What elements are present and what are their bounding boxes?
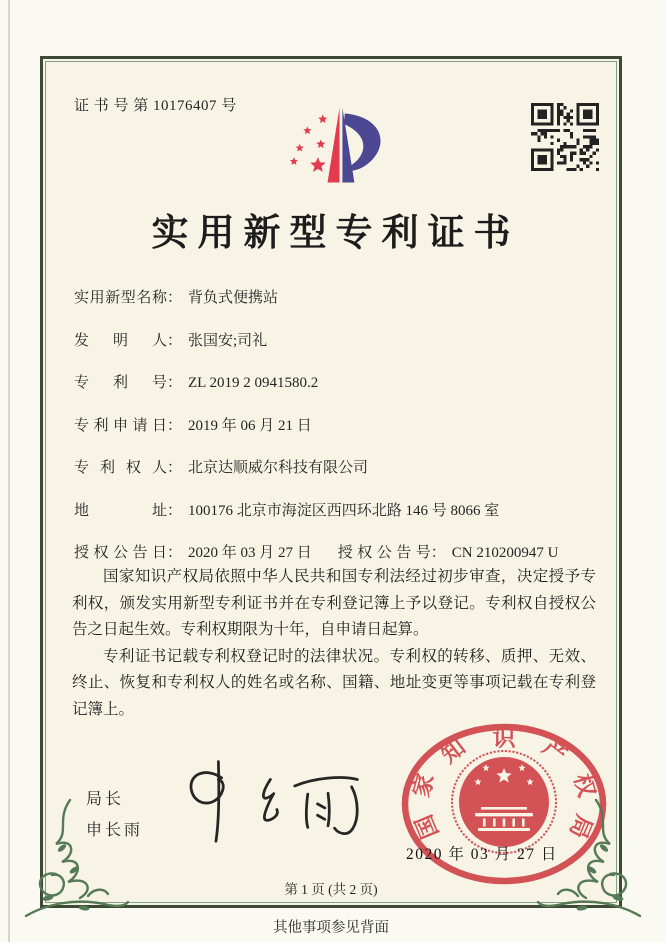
svg-text:家: 家 [408, 771, 439, 800]
page-number: 第 1 页 (共 2 页) [284, 882, 378, 897]
grant-no-group [338, 541, 559, 565]
director-name: 申长雨 [86, 822, 144, 839]
field-label: 授权公告日 [74, 545, 167, 561]
back-side-note: 其他事项参见背面 [273, 920, 389, 936]
field-value: 2019 年 06 月 21 日 [188, 417, 312, 434]
field-colon: ： [167, 332, 183, 349]
field-value: 北京达顺威尔科技有限公司 [188, 460, 369, 476]
field-row-grant [74, 541, 574, 565]
field-value: 张国安;司礼 [188, 332, 268, 349]
cnipa-logo-icon [272, 100, 408, 196]
svg-text:知: 知 [436, 734, 471, 768]
field-row-address [74, 499, 574, 523]
field-colon: ： [167, 290, 183, 306]
director-signature [168, 748, 363, 850]
field-colon: ： [167, 502, 183, 519]
field-label: 实用新型名称 [74, 290, 167, 306]
legal-paragraph-1: 国家知识产权局依照中华人民共和国专利法经过初步审查，决定授予专利权，颁发实用新型专利证书并在专利登记簿上予以登记。专利权自授权公告之日起生效。专利权期限为十年，自申请日起算。 [72, 568, 596, 638]
field-value: ZL 2019 2 0941580.2 [188, 375, 319, 391]
field-colon: ： [167, 417, 183, 434]
svg-text:权: 权 [569, 771, 600, 800]
field-row-inventors [74, 329, 574, 353]
legal-text [72, 564, 596, 723]
field-label: 专利申请日 [74, 417, 167, 434]
certificate-title: 实用新型专利证书 [151, 213, 520, 254]
certificate-fields [74, 286, 574, 584]
field-colon: ： [167, 460, 183, 476]
field-label: 专利号 [74, 375, 167, 391]
svg-text:识: 识 [492, 725, 516, 751]
svg-text:局: 局 [564, 811, 597, 842]
field-label: 专利权人 [74, 460, 167, 476]
field-row-patent-no [74, 371, 574, 395]
grant-no-value: CN 210200947 U [451, 545, 559, 561]
field-label: 发明人 [74, 332, 167, 349]
seal-date: 2020 年 03 月 27 日 [406, 846, 558, 863]
field-row-name [74, 286, 574, 310]
field-value: 100176 北京市海淀区西四环北路 146 号 8066 室 [188, 502, 500, 519]
field-row-filing-date [74, 414, 574, 438]
field-label: 地址 [74, 502, 167, 519]
field-colon: ： [430, 545, 446, 561]
field-row-patentee [74, 456, 574, 480]
logo-spike-left [328, 108, 340, 183]
field-colon: ： [167, 375, 183, 391]
svg-text:国: 国 [411, 811, 444, 842]
floral-ornament-left [18, 796, 130, 922]
grant-date-value: 2020 年 03 月 27 日 [188, 545, 312, 561]
field-value: 背负式便携站 [188, 290, 279, 306]
legal-paragraph-2: 专利证书记载专利权登记时的法律状况。专利权的转移、质押、无效、终止、恢复和专利权人的姓名或名称、国籍、地址变更等事项记载在专利登记簿上。 [72, 647, 596, 718]
field-colon: ： [167, 545, 183, 561]
qr-code [531, 103, 599, 171]
logo-stars [290, 114, 328, 172]
certificate-number: 证 书 号 第 10176407 号 [74, 98, 237, 114]
svg-text:产: 产 [537, 734, 572, 768]
director-title: 局长 [86, 791, 125, 808]
scan-edge-shadow [8, 0, 10, 942]
field-label: 授权公告号 [337, 545, 431, 561]
